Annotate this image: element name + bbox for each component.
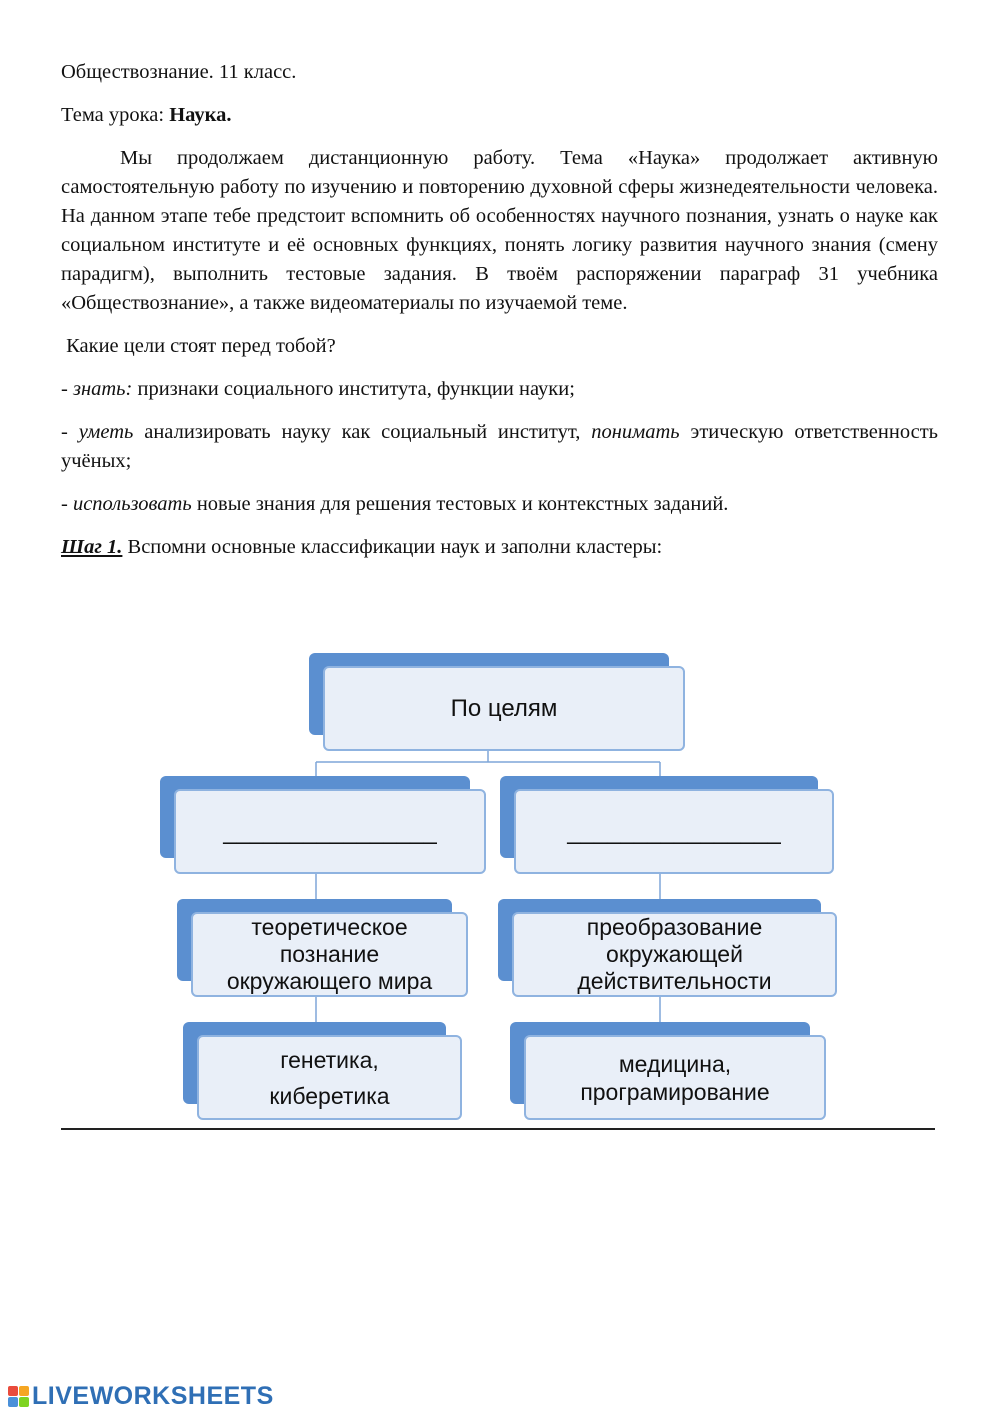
goal-verb-use: использовать	[72, 493, 192, 515]
left-examples-line: киберетика	[269, 1082, 390, 1109]
step-text: Вспомни основные классификации наук и заполни кластеры:	[122, 536, 663, 558]
right-examples-node	[510, 1022, 826, 1120]
left-description-box	[191, 912, 468, 997]
right-description-line: окружающей	[606, 941, 743, 967]
topic-line	[61, 101, 938, 130]
goals-question	[61, 332, 938, 361]
goal-dash: -	[61, 421, 79, 443]
right-examples-line: програмирование	[580, 1078, 770, 1105]
goal-understand-text: этическую ответственность учёных;	[61, 421, 939, 472]
left-category-node[interactable]	[160, 776, 486, 874]
right-examples-line: медицина,	[618, 1050, 732, 1077]
right-category-box[interactable]	[514, 789, 834, 874]
goal-use-text: новые знания для решения тестовых и контекстных заданий.	[191, 493, 729, 515]
goal-verb-know: знать:	[72, 378, 133, 400]
left-examples-box	[197, 1035, 462, 1120]
goals-question-text: Какие цели стоят перед тобой?	[66, 335, 336, 357]
right-description-box	[512, 912, 837, 997]
goal-dash: -	[61, 378, 73, 400]
left-examples-line: генетика,	[280, 1046, 379, 1073]
horizontal-rule	[61, 1128, 935, 1130]
step-line	[61, 533, 938, 562]
root-node-box	[323, 666, 685, 751]
right-description-node	[498, 899, 837, 997]
liveworksheets-logo-icon	[8, 1386, 29, 1407]
goal-use	[61, 490, 938, 519]
topic-title: Наука.	[169, 104, 232, 126]
goal-can	[61, 418, 938, 476]
liveworksheets-brand[interactable]	[8, 1382, 274, 1411]
left-category-box[interactable]	[174, 789, 486, 874]
right-examples-box	[524, 1035, 826, 1120]
goal-verb-understand: понимать	[591, 421, 680, 443]
goal-dash: -	[61, 493, 73, 515]
subject-text: Обществознание. 11 класс.	[61, 61, 297, 83]
brand-text: LIVEWORKSHEETS	[32, 1382, 274, 1410]
left-category-blank[interactable]: ________________	[223, 817, 437, 845]
subject-line	[61, 58, 938, 87]
right-description-line: преобразование	[586, 914, 763, 940]
intro-paragraph: Мы продолжаем дистанционную работу. Тема «Наука» продолжает активную самостоятельную работу по изучению и повторению духовной сферы жизнедеятельности человека. На данном этапе тебе предстоит вспомнить об особенностях научного познания, узнать о науке как социальном институте и её основных функциях, понять логику развития научного знания (смену парадигм), выполнить тестовые задания. В твоём распоряжении параграф 31 учебника «Обществознание», а также видеоматериалы по изучаемой теме.	[61, 147, 938, 314]
right-description-line: действительности	[577, 968, 772, 994]
left-description-node	[177, 899, 468, 997]
step-label: Шаг 1.	[61, 536, 123, 558]
left-description-line: окружающего мира	[226, 968, 433, 994]
goal-verb-can: уметь	[78, 421, 134, 443]
left-description-line: познание	[279, 941, 380, 967]
goal-can-text: анализировать науку как социальный институт,	[133, 421, 592, 443]
goal-know-text: признаки социального института, функции науки;	[132, 378, 575, 400]
root-label: По целям	[450, 694, 558, 722]
document-body	[61, 58, 938, 576]
right-category-blank[interactable]: ________________	[567, 817, 781, 845]
topic-prefix: Тема урока:	[61, 104, 170, 126]
left-description-line: теоретическое	[251, 914, 408, 940]
right-category-node[interactable]	[500, 776, 834, 874]
root-node	[309, 653, 685, 751]
goal-know	[61, 375, 938, 404]
left-examples-node	[183, 1022, 462, 1120]
